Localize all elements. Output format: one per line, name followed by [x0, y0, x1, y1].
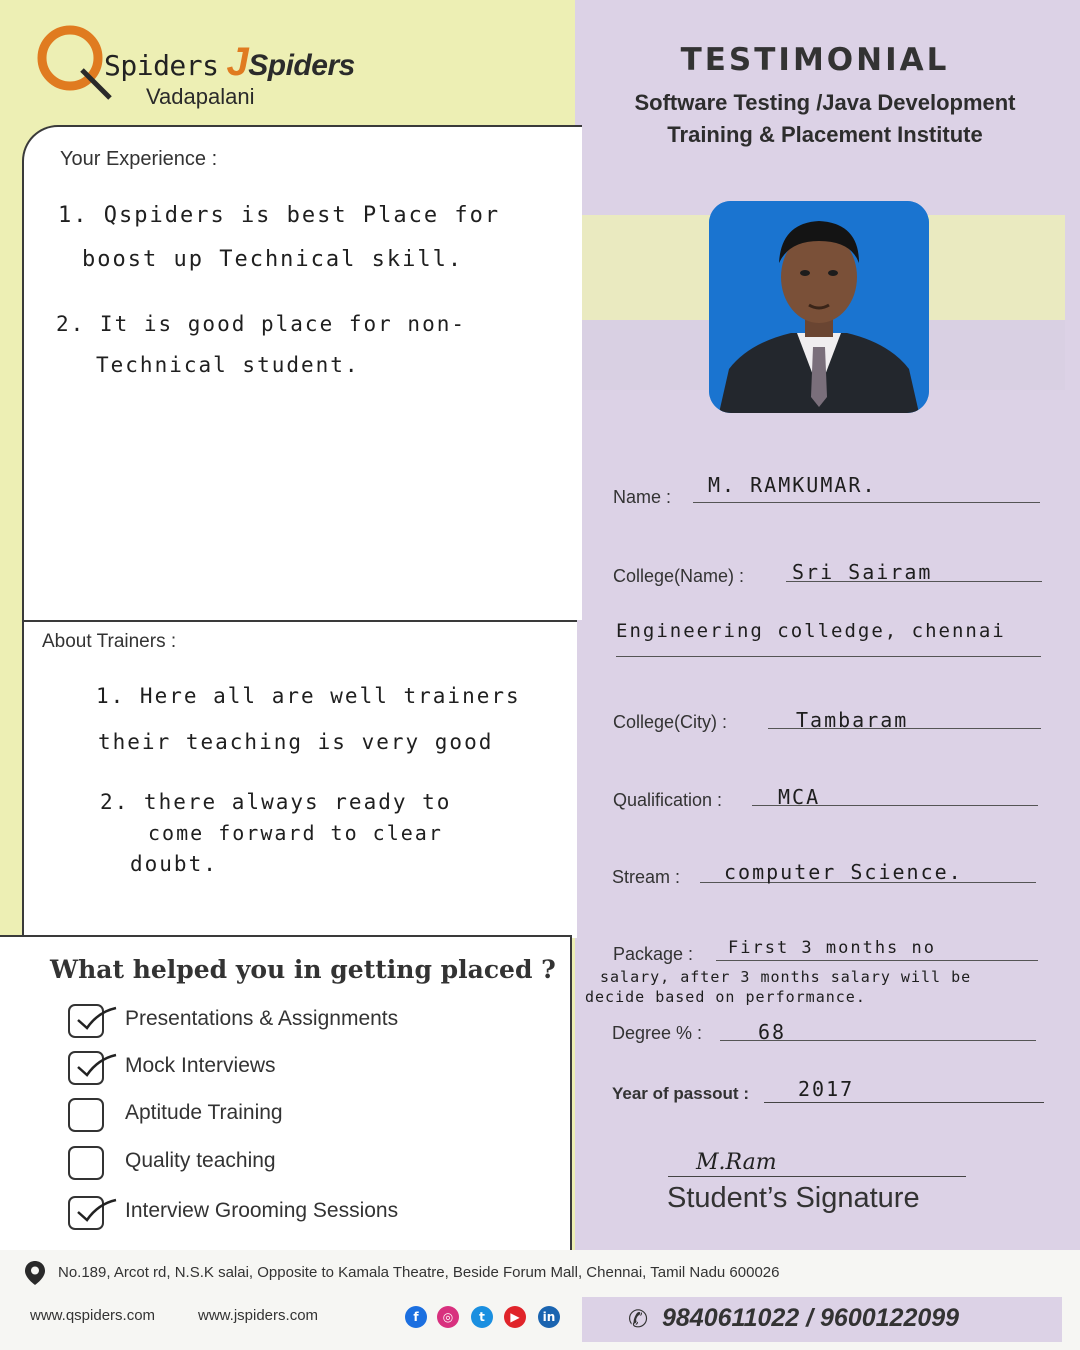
student-portrait-image	[709, 201, 929, 413]
placement-help-item-label: Interview Grooming Sessions	[125, 1199, 399, 1222]
trainers-label: About Trainers :	[42, 631, 177, 652]
package-value-continued: decide based on performance.	[585, 988, 866, 1006]
footer-website-jspiders[interactable]: www.jspiders.com	[198, 1307, 319, 1324]
brand-wordmark	[104, 40, 355, 85]
footer-website-qspiders[interactable]: www.qspiders.com	[30, 1307, 156, 1324]
college-name-value-continued: Engineering colledge, chennai	[616, 620, 1006, 642]
college-city-label: College(City) :	[613, 712, 728, 732]
college-name-line2	[616, 656, 1041, 657]
trainers-line: doubt.	[130, 852, 218, 876]
youtube-icon[interactable]: ▶	[504, 1306, 526, 1328]
package-line	[716, 960, 1038, 961]
qualification-label: Qualification :	[613, 790, 723, 810]
location-pin-icon	[24, 1260, 46, 1286]
package-label: Package :	[613, 944, 694, 964]
qspiders-logo-icon	[34, 22, 112, 100]
trainers-line: come forward to clear	[148, 821, 443, 845]
placement-help-item-label: Quality teaching	[125, 1149, 276, 1172]
college-city-value: Tambaram	[796, 708, 909, 732]
passout-line	[764, 1102, 1044, 1103]
checkmark-icon	[74, 1196, 118, 1226]
student-photo	[709, 201, 929, 413]
facebook-icon[interactable]: f	[405, 1306, 427, 1328]
placement-help-item-label: Aptitude Training	[125, 1101, 283, 1124]
college-name-value: Sri Sairam	[792, 560, 933, 584]
signature-handwriting: M.Ram	[696, 1150, 777, 1175]
experience-line: 2. It is good place for non-	[56, 312, 467, 336]
phone-numbers[interactable]: 9840611022 / 9600122099	[662, 1304, 960, 1332]
placement-help-item-label: Presentations & Assignments	[125, 1007, 399, 1030]
subtitle-line1: Software Testing /Java Development	[634, 90, 1016, 115]
checkbox-checked[interactable]	[68, 1051, 104, 1085]
branch-name: Vadapalani	[146, 84, 255, 109]
jspiders-j-letter: J	[226, 40, 249, 84]
placement-help-item-label: Mock Interviews	[125, 1054, 276, 1077]
signature-label: Student’s Signature	[667, 1182, 920, 1214]
name-line	[693, 502, 1040, 503]
experience-line: 1. Qspiders is best Place for	[58, 203, 501, 228]
experience-label: Your Experience :	[60, 148, 218, 170]
package-value: First 3 months no	[728, 938, 936, 958]
name-label: Name :	[613, 487, 672, 507]
name-value: M. RAMKUMAR.	[708, 473, 877, 497]
jspiders-name: Spiders	[248, 49, 355, 82]
college-name-label: College(Name) :	[613, 566, 745, 586]
page-title: TESTIMONIAL	[680, 42, 950, 78]
footer-address: No.189, Arcot rd, N.S.K salai, Opposite to Kamala Theatre, Beside Forum Mall, Chennai, Tamil Nadu 600026	[58, 1264, 780, 1281]
checkbox-checked[interactable]	[68, 1004, 104, 1038]
checkbox-unchecked[interactable]	[68, 1146, 104, 1180]
checkmark-icon	[74, 1051, 118, 1081]
linkedin-icon[interactable]: in	[538, 1306, 560, 1328]
twitter-icon[interactable]: t	[471, 1306, 493, 1328]
phone-icon: ✆	[628, 1305, 649, 1333]
qualification-value: MCA	[778, 785, 821, 809]
passout-label: Year of passout :	[612, 1084, 749, 1103]
subtitle-line2: Training & Placement Institute	[667, 122, 983, 147]
trainers-line: 1. Here all are well trainers	[96, 684, 521, 708]
degree-value: 68	[758, 1020, 787, 1044]
signature-line	[668, 1176, 966, 1177]
qspiders-name: Spiders	[104, 49, 219, 82]
placement-help-title: What helped you in getting placed ?	[50, 955, 556, 984]
checkmark-icon	[74, 1004, 118, 1034]
trainers-line: their teaching is very good	[98, 730, 494, 754]
experience-line: Technical student.	[96, 353, 360, 377]
experience-line: boost up Technical skill.	[82, 247, 464, 272]
passout-value: 2017	[798, 1077, 855, 1101]
instagram-icon[interactable]: ◎	[437, 1306, 459, 1328]
trainers-box	[22, 620, 577, 938]
stream-label: Stream :	[612, 867, 681, 887]
stream-value: computer Science.	[724, 860, 963, 884]
checkbox-unchecked[interactable]	[68, 1098, 104, 1132]
degree-label: Degree % :	[612, 1023, 703, 1043]
checkbox-checked[interactable]	[68, 1196, 104, 1230]
trainers-line: 2. there always ready to	[100, 790, 452, 814]
package-value-continued: salary, after 3 months salary will be	[600, 968, 972, 986]
